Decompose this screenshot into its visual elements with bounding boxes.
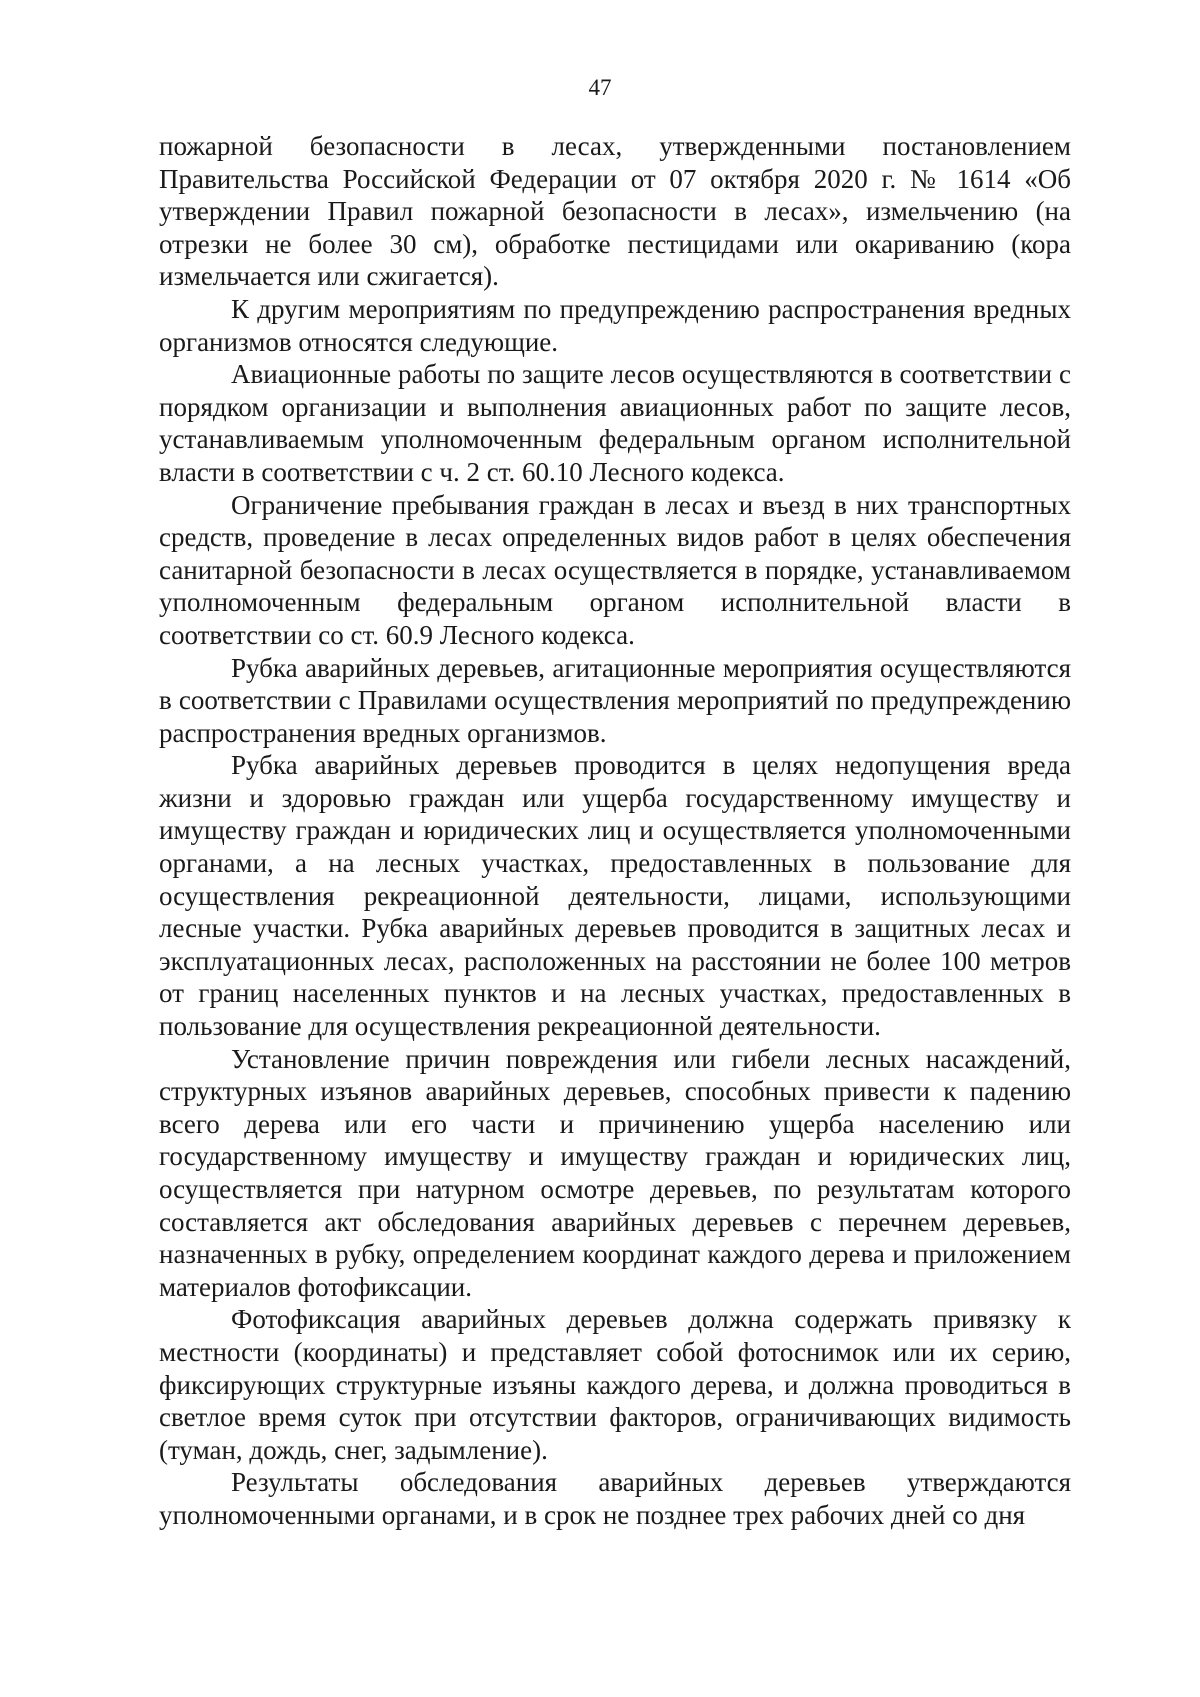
paragraph: Ограничение пребывания граждан в лесах и въезд в них транспортных средств, проведение в лесах определенных видов работ в целях обеспечения санитарной безопасности в лесах осуществляется в порядке, устанавливаемом уполномоченным федеральным органом исполнительной власти в соответствии со ст. 60.9 Лесного кодекса.	[159, 489, 1071, 650]
paragraph: Рубка аварийных деревьев проводится в целях недопущения вреда жизни и здоровью граждан или ущерба государственному имуществу и имуществу граждан и юридических лиц и осуществляется уполномоченными органами, а на лесных участках, предоставленных в пользование для осуществления рекреационной деятельности, лицами, использующими лесные участки. Рубка аварийных деревьев проводится в защитных лесах и эксплуатационных лесах, расположенных на расстоянии не более 100 метров от границ населенных пунктов и на лесных участках, предоставленных в пользование для осуществления рекреационной деятельности.	[159, 750, 1071, 1042]
paragraph-continuation: пожарной безопасности в лесах, утвержденными постановлением Правительства Российской Федерации от 07 октября 2020 г. № 1614 «Об утверждении Правил пожарной безопасности в лесах», измельчению (на отрезки не более 30 см), обработке пестицидами или окариванию (кора измельчается или сжигается).	[159, 131, 1071, 292]
paragraph: Рубка аварийных деревьев, агитационные мероприятия осуществляются в соответствии с Правилами осуществления мероприятий по предупреждению распространения вредных организмов.	[159, 652, 1071, 748]
paragraph-continued-next-page: Результаты обследования аварийных деревьев утверждаются уполномоченными органами, и в срок не позднее трех рабочих дней со дня	[159, 1467, 1071, 1530]
paragraph: Авиационные работы по защите лесов осуществляются в соответствии с порядком организации и выполнения авиационных работ по защите лесов, устанавливаемым уполномоченным федеральным органом исполнительной власти в соответствии с ч. 2 ст. 60.10 Лесного кодекса.	[159, 359, 1071, 487]
paragraph: Установление причин повреждения или гибели лесных насаждений, структурных изъянов аварийных деревьев, способных привести к падению всего дерева или его части и причинению ущерба населению или государственному имуществу и имуществу граждан и юридических лиц, осуществляется при натурном осмотре деревьев, по результатам которого составляется акт обследования аварийных деревьев с перечнем деревьев, назначенных в рубку, определением координат каждого дерева и приложением материалов фотофиксации.	[159, 1043, 1071, 1302]
document-body	[159, 130, 1071, 1532]
paragraph: Фотофиксация аварийных деревьев должна содержать привязку к местности (координаты) и представляет собой фотоснимок или их серию, фиксирующих структурные изъяны каждого дерева, и должна проводиться в светлое время суток при отсутствии факторов, ограничивающих видимость (туман, дождь, снег, задымление).	[159, 1304, 1071, 1465]
page-number: 47	[588, 75, 612, 100]
paragraph: К другим мероприятиям по предупреждению распространения вредных организмов относятся следующие.	[159, 293, 1071, 357]
